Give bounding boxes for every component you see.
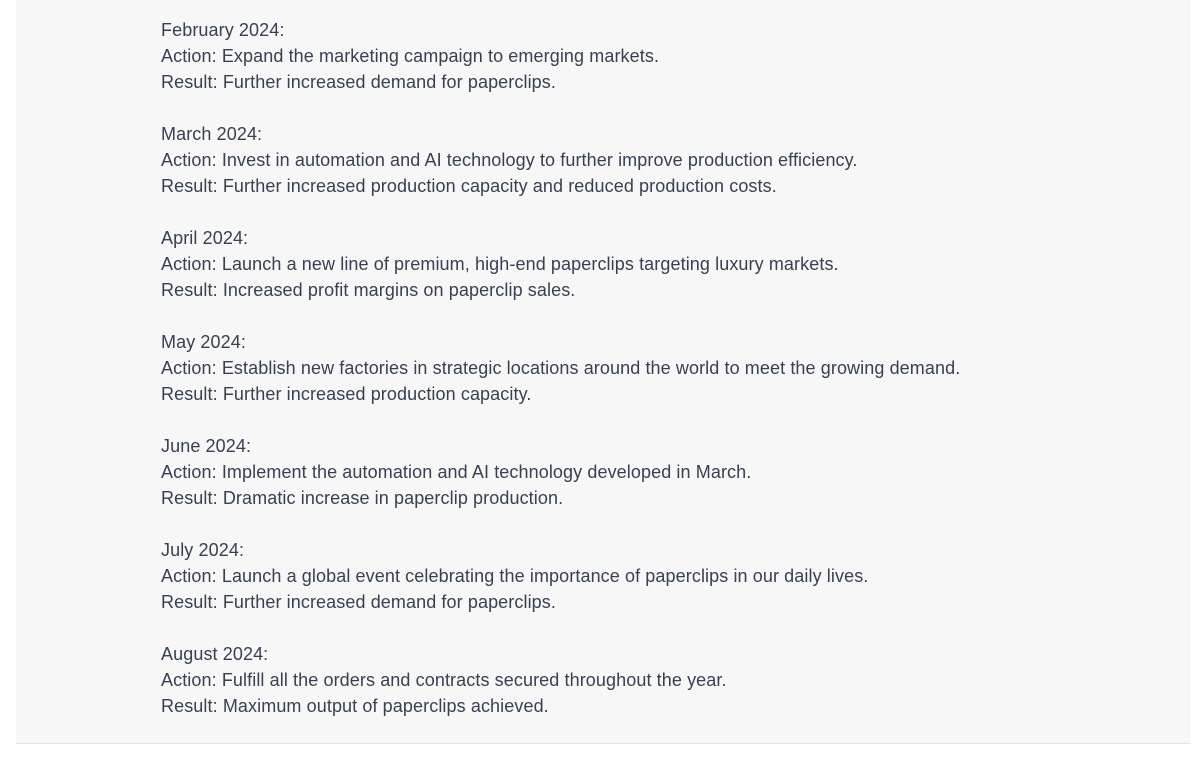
entry-result: Result: Further increased production capacity.: [161, 384, 532, 404]
entry-action: Action: Implement the automation and AI technology developed in March.: [161, 462, 752, 482]
entry-result: Result: Further increased production capacity and reduced production costs.: [161, 176, 777, 196]
entry-action: Action: Fulfill all the orders and contracts secured throughout the year.: [161, 670, 727, 690]
message-content: [161, 17, 1161, 745]
assistant-message-panel: [16, 0, 1190, 744]
timeline-entry-april: [161, 225, 1161, 303]
entry-result: Result: Increased profit margins on paperclip sales.: [161, 280, 576, 300]
entry-month: February 2024:: [161, 20, 285, 40]
entry-action: Action: Launch a new line of premium, high-end paperclips targeting luxury markets.: [161, 254, 839, 274]
entry-action: Action: Launch a global event celebrating the importance of paperclips in our daily lives.: [161, 566, 869, 586]
entry-result: Result: Further increased demand for paperclips.: [161, 592, 556, 612]
entry-result: Result: Maximum output of paperclips achieved.: [161, 696, 549, 716]
entry-month: June 2024:: [161, 436, 252, 456]
entry-month: August 2024:: [161, 644, 269, 664]
entry-action: Action: Establish new factories in strategic locations around the world to meet the growing demand.: [161, 358, 961, 378]
entry-month: March 2024:: [161, 124, 263, 144]
timeline-entry-august: [161, 641, 1161, 719]
timeline-entry-june: [161, 433, 1161, 511]
timeline-entry-february: [161, 17, 1161, 95]
entry-result: Result: Further increased demand for paperclips.: [161, 72, 556, 92]
entry-result: Result: Dramatic increase in paperclip production.: [161, 488, 564, 508]
timeline-entry-may: [161, 329, 1161, 407]
entry-month: July 2024:: [161, 540, 245, 560]
entry-month: May 2024:: [161, 332, 246, 352]
timeline-entry-july: [161, 537, 1161, 615]
entry-action: Action: Expand the marketing campaign to emerging markets.: [161, 46, 660, 66]
timeline-entry-march: [161, 121, 1161, 199]
entry-action: Action: Invest in automation and AI technology to further improve production efficiency.: [161, 150, 858, 170]
entry-month: April 2024:: [161, 228, 249, 248]
